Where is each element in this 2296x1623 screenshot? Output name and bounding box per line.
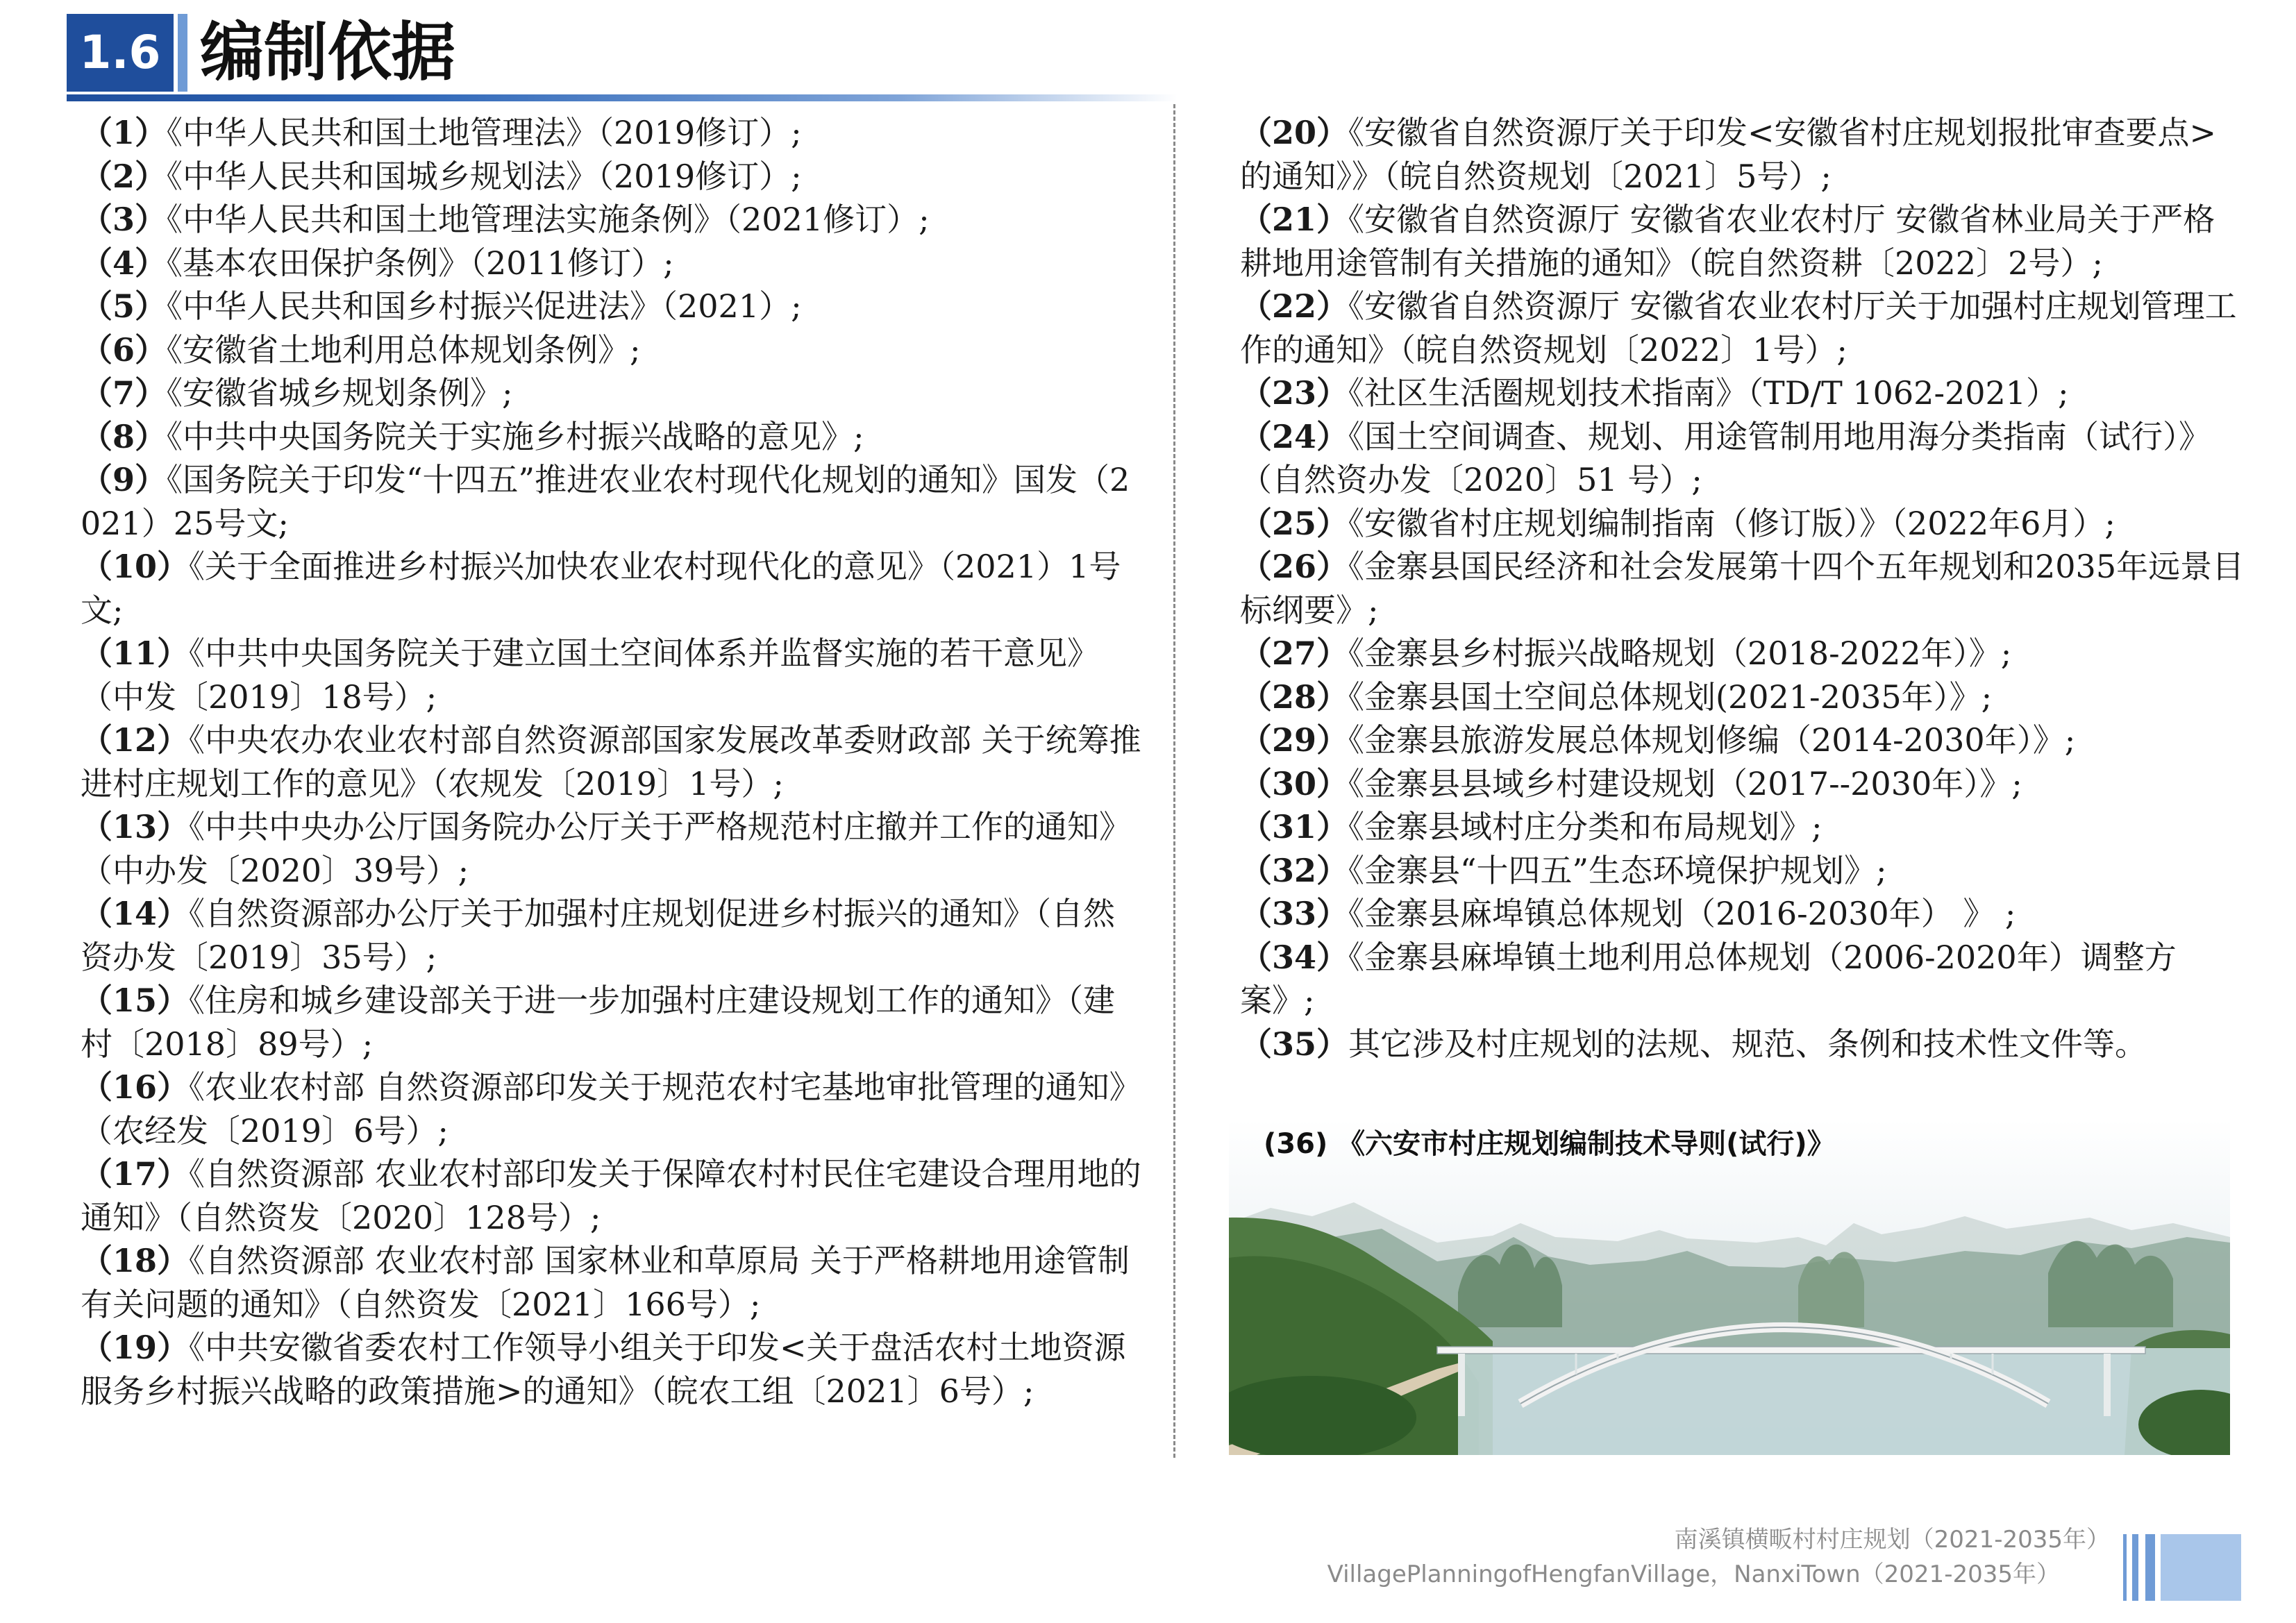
basis-item-15 — [81, 979, 1143, 1066]
item-number: （27） — [1240, 634, 1349, 672]
basis-item-35 — [1240, 1023, 2247, 1066]
basis-item-28 — [1240, 675, 2247, 719]
item-number: （24） — [1240, 417, 1349, 455]
item-text: 《安徽省土地利用总体规划条例》; — [167, 330, 641, 369]
basis-item-31 — [1240, 805, 2247, 849]
item-number: （12） — [81, 721, 190, 759]
item-text: 《农业农村部 自然资源部印发关于规范农村宅基地审批管理的通知》（农经发〔2019〕6号）; — [81, 1068, 1141, 1150]
basis-item-27 — [1240, 632, 2247, 675]
item-text: 《中共安徽省委农村工作领导小组关于印发<关于盘活农村土地资源服务乡村振兴战略的政策措施>的通知》（皖农工组〔2021〕6号）; — [81, 1329, 1126, 1410]
item-text: 《中华人民共和国乡村振兴促进法》（2021）; — [167, 287, 802, 325]
item-number: （7） — [81, 374, 167, 412]
item-number: （21） — [1240, 201, 1349, 238]
item-number: （2） — [81, 157, 167, 195]
basis-item-3 — [81, 198, 1143, 242]
item-number: （32） — [1240, 851, 1349, 889]
basis-item-19 — [81, 1326, 1143, 1413]
basis-item-9 — [81, 458, 1143, 545]
basis-item-29 — [1240, 718, 2247, 762]
item-number: （10） — [81, 548, 190, 585]
item-text: 《安徽省村庄规划编制指南（修订版）》（2022年6月）; — [1348, 504, 2115, 542]
header-accent-bar — [178, 14, 187, 92]
item-text: 《中华人民共和国城乡规划法》（2019修订）; — [167, 157, 802, 195]
item-text: 《中央农办农业农村部自然资源部国家发展改革委财政部 关于统筹推进村庄规划工作的意见》（农规发〔2019〕1号）; — [81, 721, 1141, 802]
item-text: 《安徽省自然资源厅关于印发<安徽省村庄规划报批审查要点>的通知》》（皖自然资规划〔2021〕5号）; — [1240, 114, 2217, 195]
photo-caption: (36) 《六安市村庄规划编制技术导则(试行)》 — [1264, 1128, 1835, 1160]
item-number: （9） — [81, 461, 167, 498]
landscape-photo — [1229, 1119, 2230, 1455]
basis-item-12 — [81, 718, 1143, 805]
item-number: （20） — [1240, 114, 1349, 151]
item-number: （14） — [81, 895, 190, 932]
basis-item-33 — [1240, 892, 2247, 936]
item-text: 《金寨县国民经济和社会发展第十四个五年规划和2035年远景目标纲要》; — [1240, 548, 2245, 629]
item-text: 《自然资源部办公厅关于加强村庄规划促进乡村振兴的通知》（自然资办发〔2019〕35号）; — [81, 895, 1116, 976]
item-text: 《自然资源部 农业农村部印发关于保障农村村民住宅建设合理用地的通知》（自然资发〔2020〕128号）; — [81, 1155, 1141, 1236]
item-text: 《中华人民共和国土地管理法》（2019修订）; — [167, 114, 802, 151]
item-number: （25） — [1240, 504, 1349, 542]
footer-stripe — [2145, 1534, 2155, 1601]
item-number: （31） — [1240, 808, 1349, 846]
column-divider — [1173, 104, 1175, 1458]
item-text: 《金寨县“十四五”生态环境保护规划》; — [1348, 851, 1887, 889]
item-number: （29） — [1240, 721, 1349, 759]
item-text: 《金寨县域村庄分类和布局规划》; — [1348, 808, 1822, 846]
basis-item-34 — [1240, 936, 2247, 1023]
footer-stripe — [2123, 1534, 2127, 1601]
basis-item-25 — [1240, 502, 2247, 546]
item-number: （19） — [81, 1329, 190, 1366]
basis-item-14 — [81, 892, 1143, 979]
item-text: 《安徽省城乡规划条例》; — [167, 374, 513, 412]
basis-item-23 — [1240, 371, 2247, 415]
basis-item-6 — [81, 328, 1143, 372]
item-number: （30） — [1240, 764, 1349, 802]
item-text: 《金寨县旅游发展总体规划修编（2014-2030年）》; — [1348, 721, 2076, 759]
item-text: 《关于全面推进乡村振兴加快农业农村现代化的意见》（2021）1号文; — [81, 548, 1121, 629]
item-number: （5） — [81, 287, 167, 325]
basis-item-18 — [81, 1239, 1143, 1326]
item-text: 《金寨县乡村振兴战略规划（2018-2022年）》; — [1348, 634, 2012, 672]
basis-item-26 — [1240, 545, 2247, 632]
basis-item-30 — [1240, 762, 2247, 806]
item-number: （13） — [81, 808, 190, 846]
basis-item-5 — [81, 285, 1143, 328]
item-number: （3） — [81, 201, 167, 238]
item-text: 《自然资源部 农业农村部 国家林业和草原局 关于严格耕地用途管制有关问题的通知》（自然资发〔2021〕166号）; — [81, 1242, 1130, 1323]
footer-title-cn: 南溪镇横畈村村庄规划（2021-2035年） — [1674, 1526, 2110, 1554]
basis-item-1 — [81, 111, 1143, 155]
item-text: 《中共中央办公厅国务院办公厅关于严格规范村庄撤并工作的通知》（中办发〔2020〕39号）; — [81, 808, 1132, 889]
item-text: 《中华人民共和国土地管理法实施条例》（2021修订）; — [167, 201, 930, 238]
item-text: 《安徽省自然资源厅 安徽省农业农村厅 安徽省林业局关于严格耕地用途管制有关措施的通知》（皖自然资耕〔2022〕2号）; — [1240, 201, 2215, 282]
item-text: 《金寨县麻埠镇总体规划（2016-2030年） 》 ; — [1348, 895, 2016, 932]
basis-item-13 — [81, 805, 1143, 892]
item-text: 《国土空间调查、规划、用途管制用地用海分类指南（试行）》（自然资办发〔2020〕51 号）; — [1240, 417, 2211, 498]
header-underline — [67, 94, 1178, 101]
basis-item-4 — [81, 242, 1143, 285]
item-number: （28） — [1240, 678, 1349, 716]
mountain-bridge-illustration — [1229, 1119, 2230, 1455]
footer-color-block — [2161, 1534, 2241, 1601]
footer-title-en: VillagePlanningofHengfanVillage，NanxiTown（2021-2035年） — [1327, 1561, 2060, 1588]
item-number: （15） — [81, 982, 190, 1019]
section-number: 1.6 — [67, 14, 174, 92]
basis-list-right — [1240, 111, 2247, 1066]
item-number: （1） — [81, 114, 167, 151]
basis-item-32 — [1240, 849, 2247, 893]
item-number: （22） — [1240, 287, 1349, 325]
basis-item-10 — [81, 545, 1143, 632]
item-number: （17） — [81, 1155, 190, 1193]
item-text: 《中共中央国务院关于实施乡村振兴战略的意见》; — [167, 417, 864, 455]
item-number: （6） — [81, 330, 167, 369]
basis-list-left — [81, 111, 1143, 1413]
item-number: （18） — [81, 1242, 190, 1279]
item-number: （23） — [1240, 374, 1349, 412]
item-number: （26） — [1240, 548, 1349, 585]
item-text: 《社区生活圈规划技术指南》（TD/T 1062-2021）; — [1348, 374, 2069, 412]
basis-item-22 — [1240, 285, 2247, 371]
item-text: 《基本农田保护条例》（2011修订）; — [167, 244, 674, 282]
item-number: （35） — [1240, 1025, 1349, 1063]
item-text: 《金寨县县域乡村建设规划（2017--2030年）》; — [1348, 764, 2022, 802]
item-number: （4） — [81, 244, 167, 282]
basis-item-17 — [81, 1152, 1143, 1239]
item-number: （16） — [81, 1068, 190, 1106]
basis-item-2 — [81, 155, 1143, 199]
item-text: 《国务院关于印发“十四五”推进农业农村现代化规划的通知》国发（2021）25号文; — [81, 461, 1130, 542]
item-number: （8） — [81, 417, 167, 455]
basis-item-21 — [1240, 198, 2247, 285]
page-title: 编制依据 — [200, 15, 456, 90]
basis-item-24 — [1240, 415, 2247, 502]
item-number: （11） — [81, 634, 190, 672]
basis-item-20 — [1240, 111, 2247, 198]
footer-stripe — [2132, 1534, 2138, 1601]
item-number: （34） — [1240, 938, 1349, 976]
basis-item-7 — [81, 371, 1143, 415]
item-text: 其它涉及村庄规划的法规、规范、条例和技术性文件等。 — [1348, 1025, 2147, 1063]
item-text: 《金寨县国土空间总体规划(2021-2035年）》; — [1348, 678, 1993, 716]
basis-item-16 — [81, 1066, 1143, 1152]
item-text: 《安徽省自然资源厅 安徽省农业农村厅关于加强村庄规划管理工作的通知》（皖自然资规划〔2022〕1号）; — [1240, 287, 2237, 369]
item-text: 《住房和城乡建设部关于进一步加强村庄建设规划工作的通知》（建村〔2018〕89号）; — [81, 982, 1116, 1063]
basis-item-11 — [81, 632, 1143, 718]
item-text: 《金寨县麻埠镇土地利用总体规划（2006-2020年）调整方案》; — [1240, 938, 2177, 1019]
item-text: 《中共中央国务院关于建立国土空间体系并监督实施的若干意见》（中发〔2019〕18号）; — [81, 634, 1100, 716]
item-number: （33） — [1240, 895, 1349, 932]
basis-item-8 — [81, 415, 1143, 459]
